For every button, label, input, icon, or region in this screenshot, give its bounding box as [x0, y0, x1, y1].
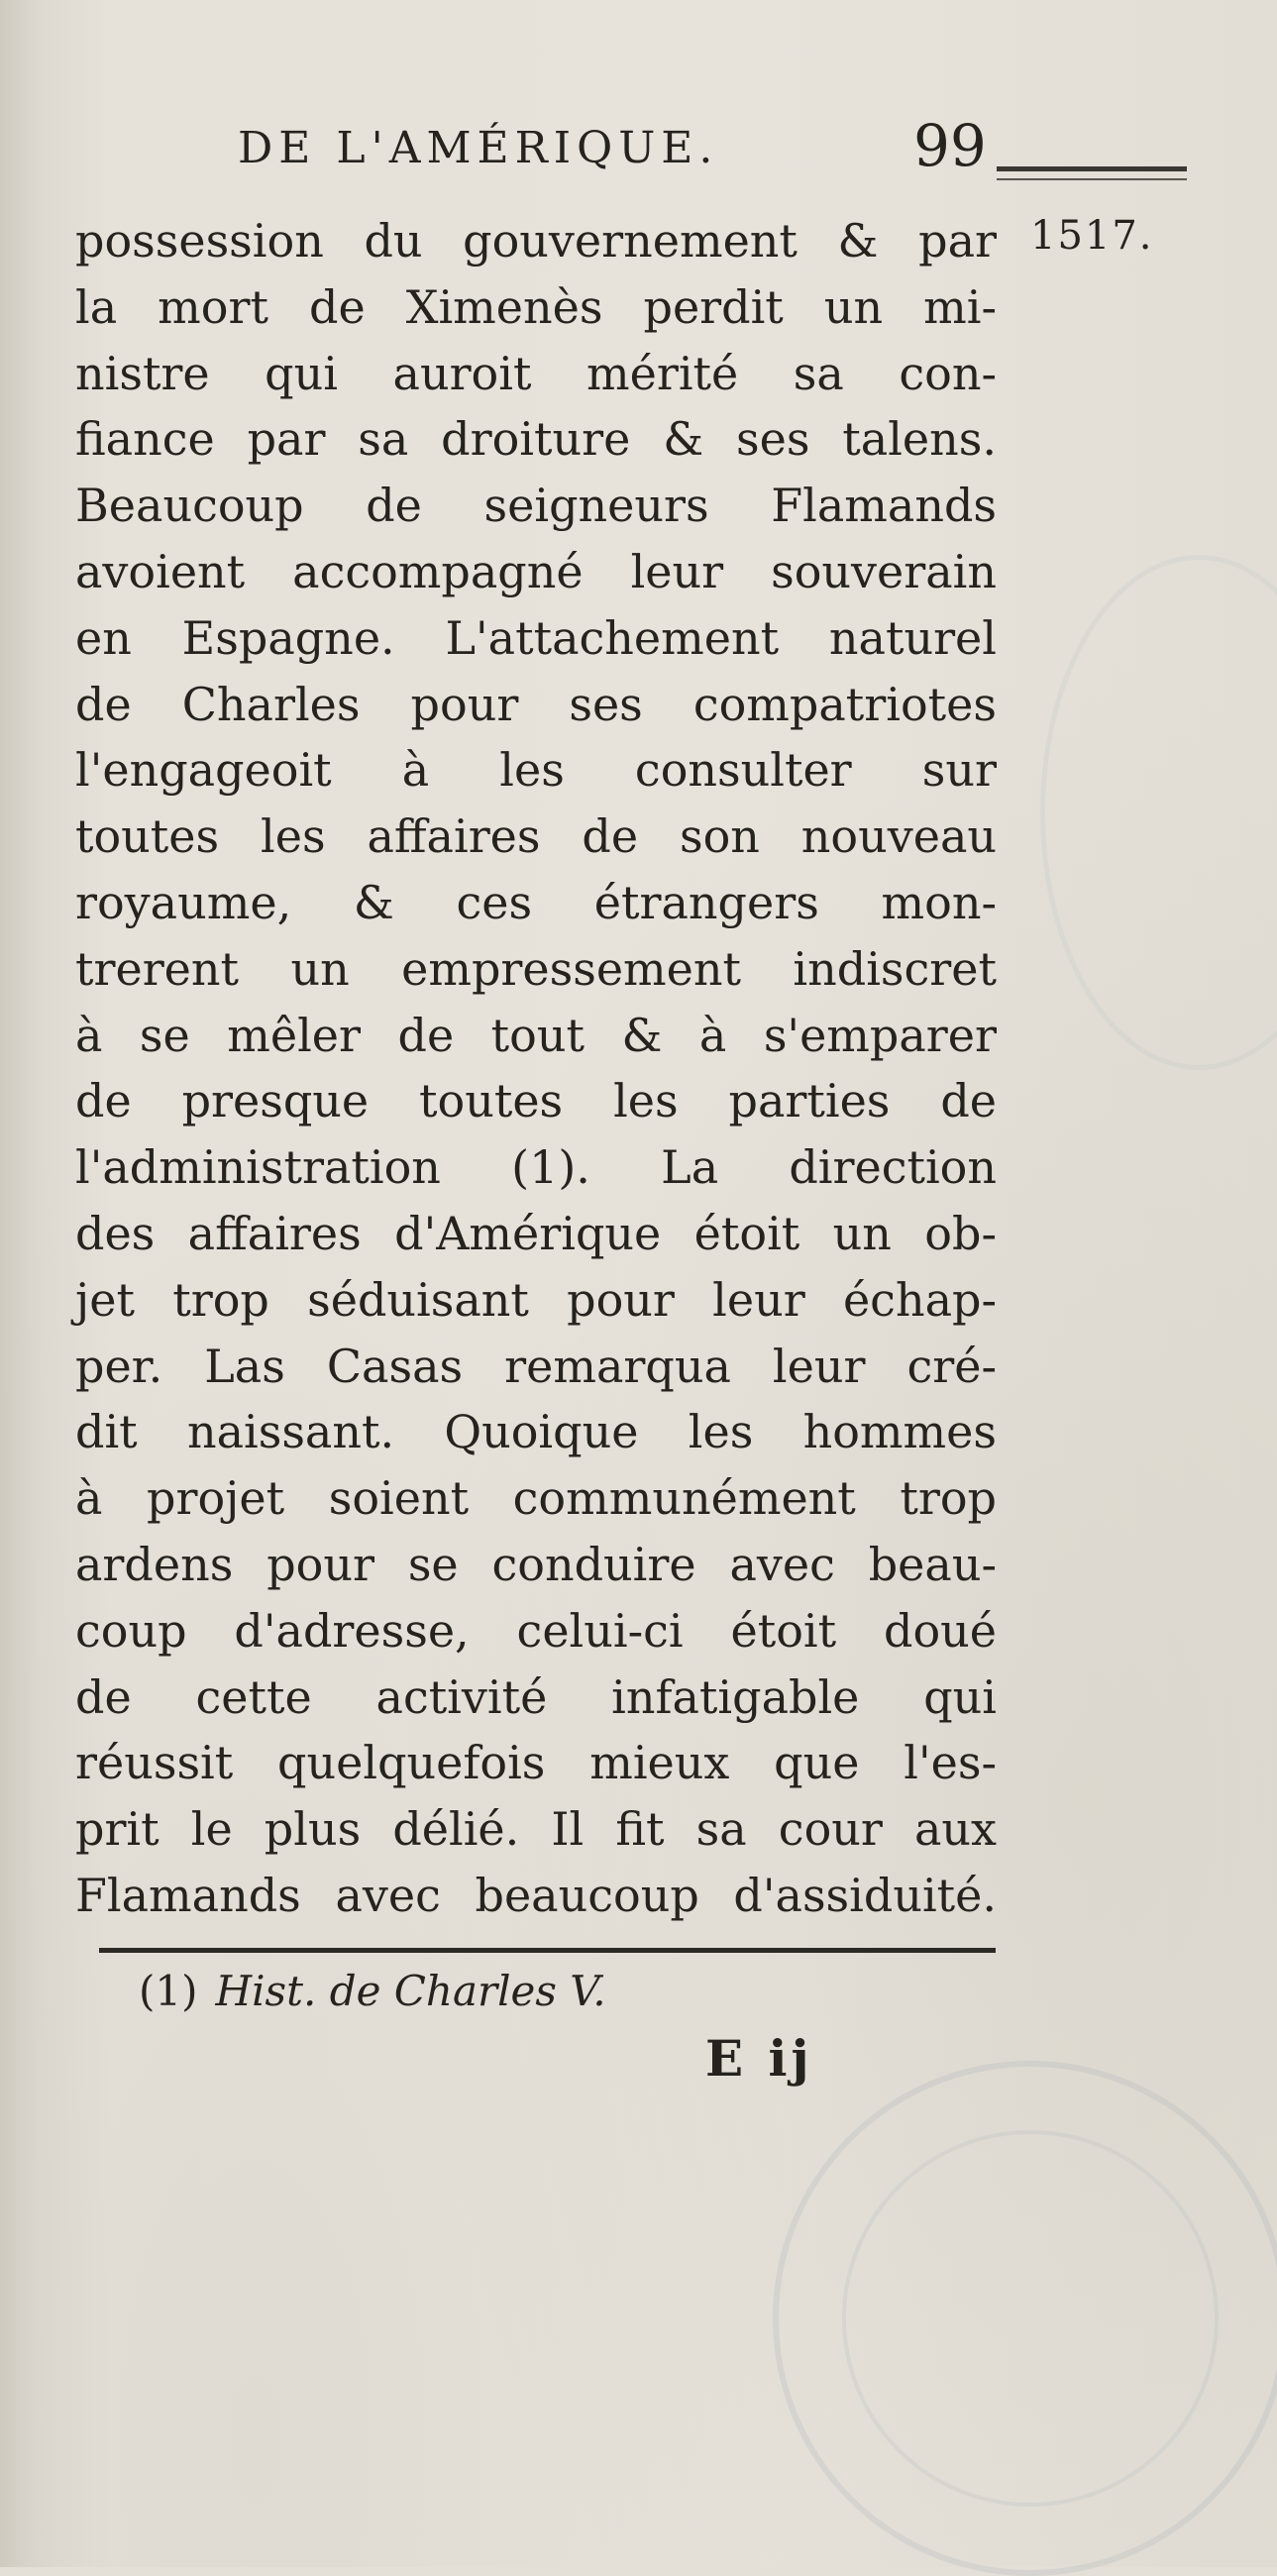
- text-line: dit naissant. Quoique les hommes: [75, 1405, 997, 1459]
- text-line: des affaires d'Amérique étoit un ob-: [75, 1206, 997, 1260]
- text-line: la mort de Ximenès perdit un mi-: [75, 279, 997, 334]
- text-line: de cette activité infatigable qui: [75, 1669, 997, 1724]
- text-line: per. Las Casas remarqua leur cré-: [75, 1339, 997, 1393]
- text-line: toutes les affaires de son nouveau: [75, 809, 997, 864]
- text-line: prit le plus délié. Il fit sa cour aux: [75, 1802, 997, 1857]
- margin-year: 1517.: [1030, 213, 1154, 259]
- text-line: fiance par sa droiture & ses talens.: [75, 412, 997, 467]
- library-stamp-inner-ring: [842, 2130, 1219, 2507]
- text-line: de presque toutes les parties de: [75, 1074, 997, 1128]
- running-title: DE L'AMÉRIQUE.: [238, 123, 719, 173]
- text-line: possession du gouvernement & par: [75, 214, 997, 268]
- text-line: en Espagne. L'attachement naturel: [75, 610, 997, 665]
- text-line: royaume, & ces étrangers mon-: [75, 875, 997, 929]
- text-line: nistre qui auroit mérité sa con-: [75, 346, 997, 400]
- body-text: [75, 208, 997, 1929]
- text-line: de Charles pour ses compatriotes: [75, 677, 997, 731]
- footnote-rule: [99, 1948, 996, 1953]
- footnote: [139, 1964, 606, 2019]
- header-rule: [997, 166, 1187, 171]
- faint-stamp-mark: [1040, 555, 1277, 1070]
- text-line: ardens pour se conduire avec beau-: [75, 1537, 997, 1591]
- text-line: trerent un empressement indiscret: [75, 941, 997, 996]
- footnote-marker: (1): [139, 1967, 198, 2015]
- text-line: Flamands avec beaucoup d'assiduité.: [75, 1868, 997, 1922]
- footnote-text: Hist. de Charles V.: [215, 1967, 606, 2015]
- text-line: avoient accompagné leur souverain: [75, 544, 997, 598]
- text-line: réussit quelquefois mieux que l'es-: [75, 1736, 997, 1790]
- text-line: l'engageoit à les consulter sur: [75, 743, 997, 798]
- page-number: 99: [913, 112, 987, 179]
- text-line: jet trop séduisant pour leur échap-: [75, 1272, 997, 1327]
- text-line: à projet soient communément trop: [75, 1471, 997, 1526]
- signature-mark: E ij: [705, 2029, 813, 2088]
- text-line: à se mêler de tout & à s'emparer: [75, 1008, 997, 1062]
- text-line: coup d'adresse, celui-ci étoit doué: [75, 1603, 997, 1658]
- text-line: l'administration (1). La direction: [75, 1140, 997, 1195]
- text-line: Beaucoup de seigneurs Flamands: [75, 479, 997, 533]
- header-rule-thin: [997, 178, 1187, 180]
